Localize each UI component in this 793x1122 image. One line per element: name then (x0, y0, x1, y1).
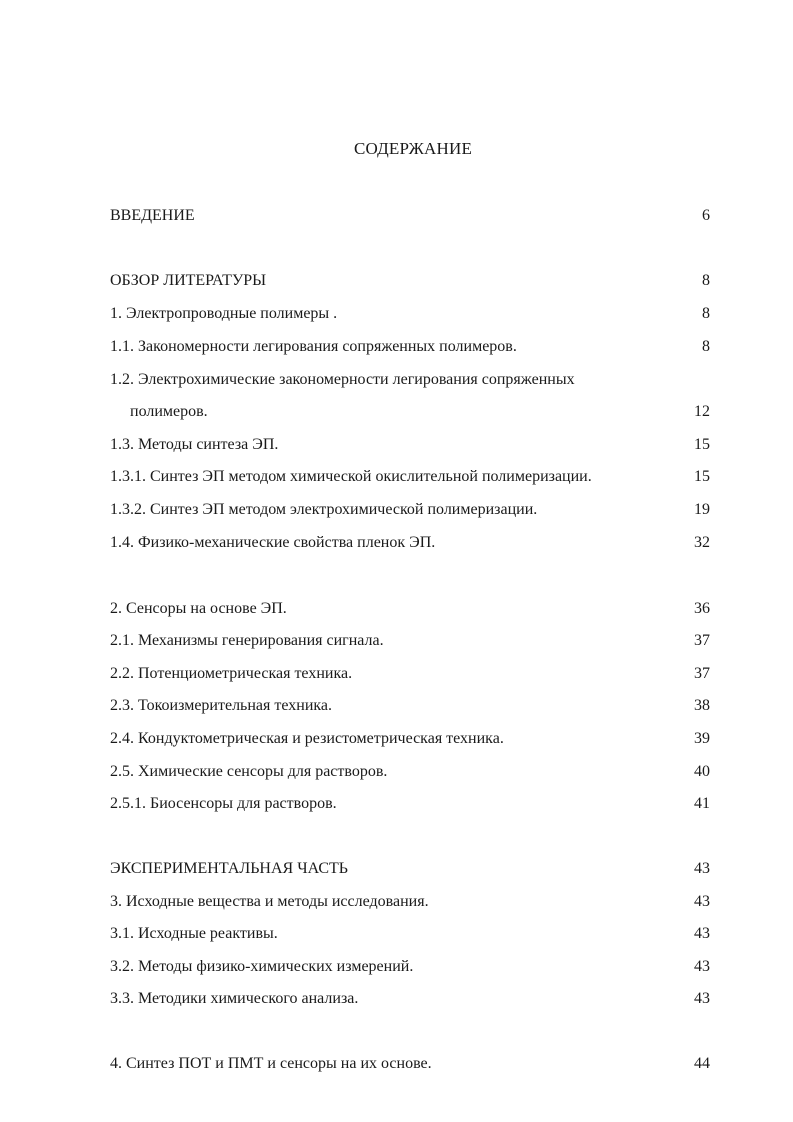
toc-entry (110, 433, 710, 457)
toc-entry-label: 1.1. Закономерности легирования сопряженных полимеров. (110, 338, 517, 355)
toc-entry-page: 43 (694, 990, 710, 1007)
toc-entry (110, 1052, 710, 1076)
toc-entry-label: 1. Электропроводные полимеры . (110, 305, 338, 322)
toc-entry (110, 269, 710, 293)
toc-entry (110, 987, 710, 1011)
toc-entry-page: 37 (694, 665, 710, 682)
toc-entry (110, 629, 710, 653)
toc-entry (110, 465, 710, 489)
toc-entry (110, 302, 710, 326)
toc-entry-page: 8 (702, 305, 710, 322)
toc-entry-label: ОБЗОР ЛИТЕРАТУРЫ (110, 272, 267, 289)
toc-entry (110, 922, 710, 946)
toc-entry-page: 41 (694, 795, 710, 812)
toc-entry (110, 694, 710, 718)
toc-entry-page: 8 (702, 272, 710, 289)
toc-title: СОДЕРЖАНИЕ (353, 139, 473, 158)
toc-entry-page: 36 (694, 600, 710, 617)
toc-entry (110, 792, 710, 816)
toc-entry-page: 32 (694, 534, 710, 551)
toc-entry-label: 2.5. Химические сенсоры для растворов. (110, 763, 388, 780)
toc-entry-page: 15 (694, 436, 710, 453)
toc-entry (110, 890, 710, 914)
toc-entry-label: 2.5.1. Биосенсоры для растворов. (110, 795, 337, 812)
toc-entry-label: полимеров. (130, 403, 208, 420)
toc-entry-page: 19 (694, 501, 710, 518)
toc-entry (110, 597, 710, 621)
toc-entry-label: 1.4. Физико-механические свойства пленок ЭП. (110, 534, 436, 551)
toc-entry (110, 727, 710, 751)
toc-entry-page: 43 (694, 925, 710, 942)
toc-entry-label: 3. Исходные вещества и методы исследования. (110, 893, 429, 910)
toc-entry (110, 335, 710, 359)
toc-entry-label: 1.3.2. Синтез ЭП методом электрохимической полимеризации. (110, 501, 538, 518)
toc-entry-label: 3.3. Методики химического анализа. (110, 990, 359, 1007)
toc-entry-label: 1.3. Методы синтеза ЭП. (110, 436, 279, 453)
toc-entry-page: 15 (694, 468, 710, 485)
toc-entry-page: 8 (702, 338, 710, 355)
toc-entry (110, 368, 710, 392)
toc-entry-label: 1.3.1. Синтез ЭП методом химической окислительной полимеризации. (110, 468, 592, 485)
toc-entry (110, 498, 710, 522)
toc-entry-page: 38 (694, 697, 710, 714)
toc-entry-label: 2.3. Токоизмерительная техника. (110, 697, 333, 714)
toc-entry (110, 662, 710, 686)
toc-entry-page: 37 (694, 632, 710, 649)
toc-entry-page: 40 (694, 763, 710, 780)
toc-entry-page: 12 (694, 403, 710, 420)
toc-entry-label: 2.4. Кондуктометрическая и резистометрическая техника. (110, 730, 504, 747)
toc-entry-label: 4. Синтез ПОТ и ПМТ и сенсоры на их основе. (110, 1055, 432, 1072)
toc-entry (110, 760, 710, 784)
toc-entry-label: 2.2. Потенциометрическая техника. (110, 665, 353, 682)
toc-entry-label: 2.1. Механизмы генерирования сигнала. (110, 632, 384, 649)
toc-entry-label: ВВЕДЕНИЕ (110, 207, 195, 224)
toc-entry (110, 531, 710, 555)
toc-entry-page: 43 (694, 860, 710, 877)
toc-entry-page: 6 (702, 207, 710, 224)
toc-entry (110, 955, 710, 979)
toc-entry (110, 857, 710, 881)
toc-entry-page: 43 (694, 958, 710, 975)
toc-entry-page: 44 (694, 1055, 710, 1072)
toc-entry (110, 204, 710, 228)
toc-entry-label: ЭКСПЕРИМЕНТАЛЬНАЯ ЧАСТЬ (110, 860, 348, 877)
toc-entry-page: 39 (694, 730, 710, 747)
toc-entry-label: 1.2. Электрохимические закономерности легирования сопряженных (110, 371, 575, 388)
toc-entry (110, 400, 710, 424)
toc-entry-label: 2. Сенсоры на основе ЭП. (110, 600, 287, 617)
toc-entry-label: 3.2. Методы физико-химических измерений. (110, 958, 414, 975)
toc-entry-page: 43 (694, 893, 710, 910)
toc-entry-label: 3.1. Исходные реактивы. (110, 925, 278, 942)
